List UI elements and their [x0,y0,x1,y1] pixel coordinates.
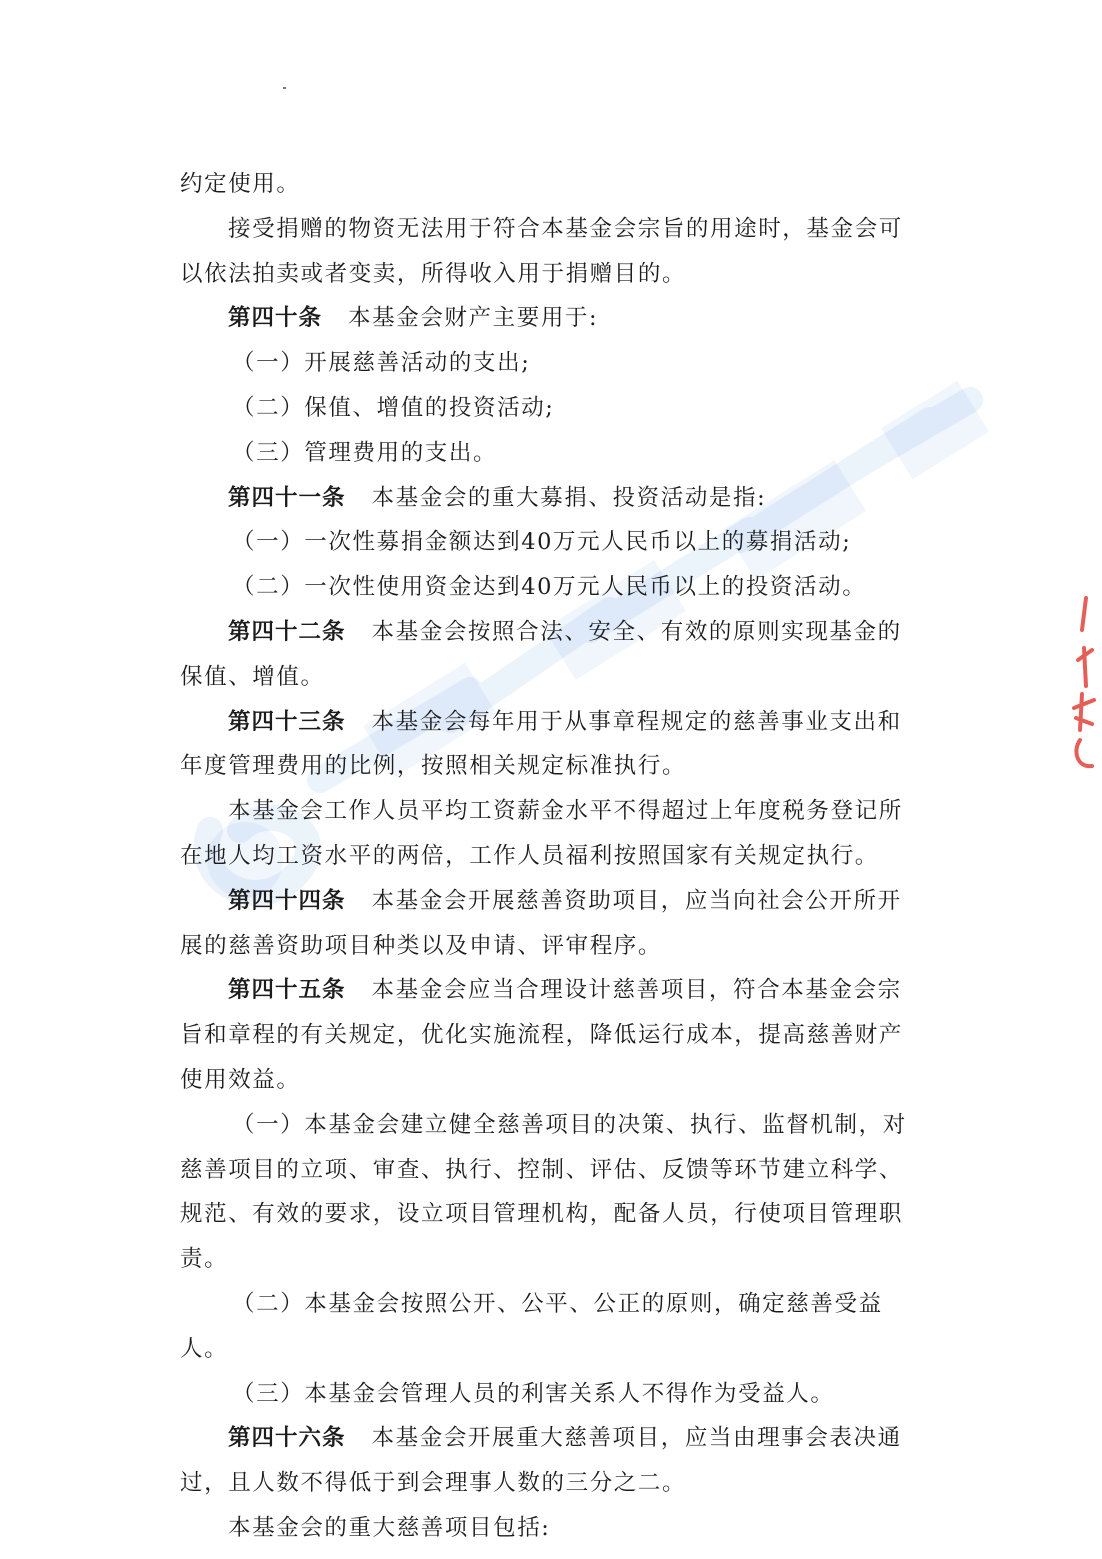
article-line [180,700,928,745]
document-body [180,162,928,1551]
paragraph-line: 接受捐赠的物资无法用于符合本基金会宗旨的用途时，基金会可 [228,215,903,242]
text-line: 责。 [180,1246,229,1273]
list-item: （二）一次性使用资金达到40万元人民币以上的投资活动。 [232,574,867,601]
text-line: 过，且人数不得低于到会理事人数的三分之二。 [180,1470,687,1497]
article-text: 本基金会的重大募捐、投资活动是指: [371,484,767,511]
text-line: 保值、增值。 [180,663,325,690]
text-line: 旨和章程的有关规定，优化实施流程，降低运行成本，提高慈善财产 [180,1022,904,1049]
text-line: 使用效益。 [180,1066,301,1093]
article-text: 本基金会开展重大慈善项目，应当由理事会表决通 [371,1425,902,1452]
article-line [180,476,928,521]
article-text: 本基金会每年用于从事章程规定的慈善事业支出和 [371,708,902,735]
article-text: 本基金会应当合理设计慈善项目，符合本基金会宗 [371,977,902,1004]
article-number: 第四十三条 [228,708,346,735]
article-number: 第四十六条 [228,1425,346,1452]
article-text: 本基金会按照合法、安全、有效的原则实现基金的 [371,618,902,645]
list-item: （二）保值、增值的投资活动; [232,394,555,421]
article-text: 本基金会财产主要用于: [348,305,599,332]
article-number: 第四十五条 [228,977,346,1004]
article-line [180,296,928,341]
text-line: 约定使用。 [180,171,301,197]
paragraph-line: 本基金会工作人员平均工资薪金水平不得超过上年度税务登记所 [228,798,903,825]
list-item: （三）本基金会管理人员的利害关系人不得作为受益人。 [232,1380,835,1407]
list-item: （一）本基金会建立健全慈善项目的决策、执行、监督机制，对 [232,1111,907,1138]
paragraph-line: 本基金会的重大慈善项目包括: [228,1514,551,1541]
text-line: 规范、有效的要求，设立项目管理机构，配备人员，行使项目管理职 [180,1201,904,1228]
list-item: （一）一次性募捐金额达到40万元人民币以上的募捐活动; [232,529,852,556]
text-line: 人。 [180,1335,229,1362]
list-item: （三）管理费用的支出。 [232,439,498,466]
article-number: 第四十条 [228,305,323,332]
text-line: 展的慈善资助项目种类以及申请、评审程序。 [180,932,663,959]
article-line [180,610,928,655]
article-number: 第四十二条 [228,618,346,645]
article-line [180,879,928,924]
article-number: 第四十四条 [228,887,346,914]
article-line [180,1416,928,1461]
red-seal-edge [1062,590,1102,780]
scan-speck [283,87,286,89]
text-line: 慈善项目的立项、审查、执行、控制、评估、反馈等环节建立科学、 [180,1156,904,1183]
list-item: （一）开展慈善活动的支出; [232,350,531,377]
list-item: （二）本基金会按照公开、公平、公正的原则，确定慈善受益 [232,1290,883,1317]
text-line: 在地人均工资水平的两倍，工作人员福利按照国家有关规定执行。 [180,842,879,869]
text-line: 年度管理费用的比例，按照相关规定标准执行。 [180,753,687,780]
article-text: 本基金会开展慈善资助项目，应当向社会公开所开 [371,887,902,914]
text-line: 以依法拍卖或者变卖，所得收入用于捐赠目的。 [180,260,687,287]
article-line [180,968,928,1013]
article-number: 第四十一条 [228,484,346,511]
